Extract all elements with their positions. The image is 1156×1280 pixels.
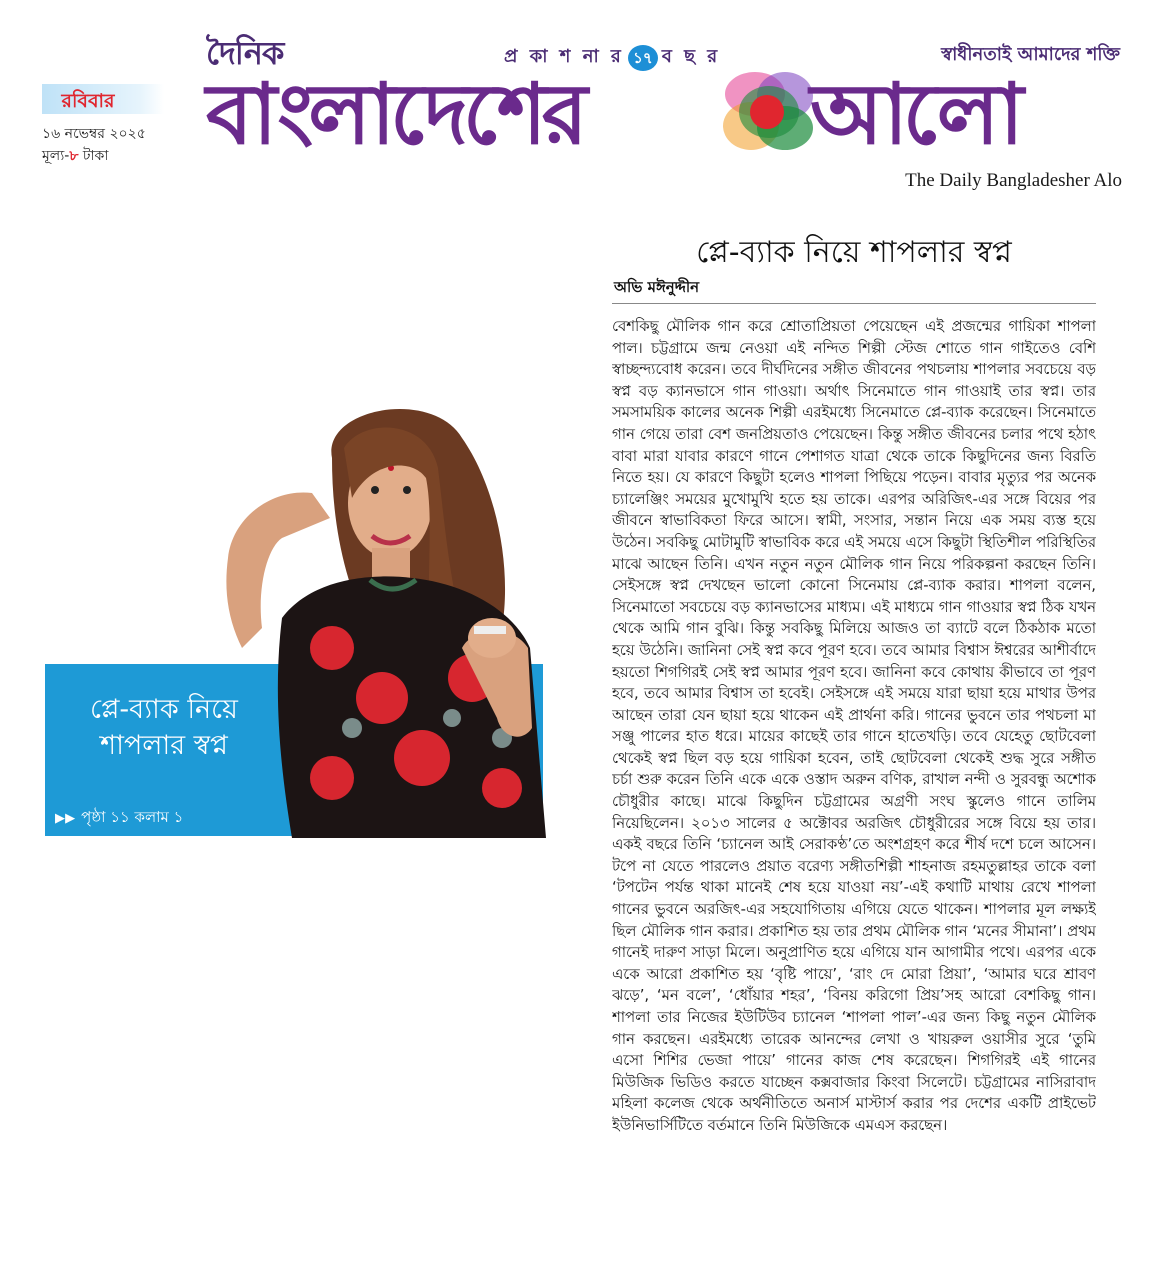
anniversary-left: প্র কা শ না র	[504, 46, 624, 67]
anniversary-right: ব ছ র	[661, 46, 721, 67]
article-body: বেশকিছু মৌলিক গান করে শ্রোতাপ্রিয়তা পেয়েছেন এই প্রজন্মের গায়িকা শাপলা পাল। চট্টগ্রামে জন্ম নেওয়া এই নন্দিত শিল্পী স্টেজ শোতে গান গাইতেও বেশি স্বাচ্ছন্দ্যবোধ করেন। তবে দীর্ঘদিনের সঙ্গীত জীবনের পথচলায় শাপলার সবচেয়ে বড় স্বপ্ন বড় ক্যানভাসে গান গাওয়া। অর্থাৎ সিনেমাতে গান গাওয়াই তার স্বপ্ন। তার সমসাময়িক কালের অনেক শিল্পী এরইমধ্যে সিনেমাতে প্লে-ব্যাক করেছেন। সিনেমাতে গান গেয়ে তারা বেশ জনপ্রিয়তাও পেয়েছেন। কিন্তু সঙ্গীত জীবনের চলার পথে হঠাৎ বাবা মারা যাবার কারণে গানে পেশাগত যাত্রা থেকে তাকে কিছুদিনের জন্য বিরতি নিতে হয়। যে কারণে কিছুটা হলেও শাপলা পিছিয়ে পড়েন। বাবার মৃত্যুর পর অনেক চ্যালেঞ্জিং সময়ের মুখোমুখি হতে হয় তাকে। এরপর অরিজিৎ-এর সঙ্গে বিয়ের পর জীবনে স্বাভাবিকতা ফিরে আসে। স্বামী, সংসার, সন্তান নিয়ে এক সময় ব্যস্ত হয়ে উঠেন। সবকিছু মোটামুটি স্বাভাবিক করে এই সময়ে এসে কিছুটা স্থিতিশীল পরিস্থিতির মাঝে আছেন তিনি। এখন নতুন নতুন মৌলিক গান নিয়ে পরিকল্পনা করছেন তিনি। সেইসঙ্গে স্বপ্ন দেখছেন ভালো কোনো সিনেমায় প্লে-ব্যাক করার। শাপলা বলেন, সিনেমাতো সবচেয়ে বড় ক্যানভাসের মাধ্যম। এই মাধ্যমে গান গাওয়ার স্বপ্ন ঠিক যখন থেকে আমি গান বুঝি। কিন্তু সবকিছু মিলিয়ে আজও তা ব্যাটে বলে ঠিকঠাক মতো হয়ে উঠেনি। জানিনা সেই স্বপ্ন কবে পূরণ হবে। তবে আমার বিশ্বাস ঈশ্বরের আশীর্বাদে হয়তো শিগগিরই সেই স্বপ্ন আমার পূরণ হবে। জানিনা কবে কোথায় কীভাবে তা পূরণ হবে, তবে আমার বিশ্বাস তা হবেই। সেইসঙ্গে এই সময়ে যারা ছায়া হয়ে মাথার উপর আছেন তারা যেন ছায়া হয়ে থাকেন এই প্রার্থনা করি। গানের ভুবনে তার পথচলা মা সঞ্জু পালের হাত ধরে। মায়ের কাছেই তার গানে হাতেখড়ি। তবে যেহেতু ছোটবেলা থেকেই স্বপ্ন ছিল বড় হয়ে গায়িকা হবেন, তাই ছোটবেলা থেকেই শুদ্ধ সুরে সঙ্গীত চর্চা শুরু করেন তিনি একে একে ওস্তাদ অরুন বণিক, রাখাল নন্দী ও সুরবন্ধু অশোক চৌধুরীর কাছে। মাঝে কিছুদিন চট্টগ্রামের অগ্রণী সংঘ স্কুলেও গানে তালিম নিয়েছিলেন। ২০১৩ সালের ৫ অক্টোবর অরজিৎ চৌধুরীরের সঙ্গে বিয়ে হয় তার। একই বছরে তিনি ‘চ্যানেল আই সেরাকণ্ঠ’তে অংশগ্রহণ করে শীর্ষ দশে চলে আসেন। টপে না যেতে পারলেও প্রয়াত বরেণ্য সঙ্গীতশিল্পী শাহনাজ রহমতুল্লাহর তাকে বলা ‘টপটেন পর্যন্ত থাকা মানেই শেষ হয়ে যাওয়া নয়’-এই কথাটি মাথায় রেখে শাপলা গানের ভুবনে অরজিৎ-এর সহযোগিতায় এগিয়ে যেতে থাকেন। শাপলার মূল লক্ষ্যই ছিল মৌলিক গান করার। প্রকাশিত হয় তার প্রথম মৌলিক গান ‘মনের সীমানা’। প্রথম গানেই দারুণ সাড়া মিলে। অনুপ্রাণিত হয়ে এগিয়ে যান আগামীর পথে। এরপর একে একে আরো প্রকাশিত হয় ‘বৃষ্টি পায়ে’, ‘রাং দে মোরা প্রিয়া’, ‘আমার ঘরে শ্রাবণ ঝড়ে’, ‘মন বলে’, ‘ধোঁয়ার শহর’, ‘বিনয় করিগো প্রিয়’সহ আরো বেশকিছু গান। শাপলা তার নিজের ইউটিউব চ্যানেল ‘শাপলা পাল’-এর জন্য কিছু নতুন মৌলিক গান করছেন। এরইমধ্যে তারেক আনন্দের লেখা ও খায়রুল ওয়াসীর সুরে ‘তুমি এসো শিশির ভেজা পায়ে’ গানের কাজ শেষ করেছেন। শিগগিরই এই গানের মিউজিক ভিডিও করতে যাচ্ছেন কক্সবাজার কিংবা সিলেটে। চট্টগ্রামের নাসিরাবাদ মহিলা কলেজ থেকে অর্থনীতিতে অনার্স মাস্টার্স করার পর দেশের একটি প্রাইভেট ইউনিভার্সিটিতে বর্তমানে তিনি মিউজিকে এমএস করছেন।	[612, 318, 1096, 1134]
issue-date: ১৬ নভেম্বর ২০২৫	[42, 126, 146, 142]
article-headline: প্লে-ব্যাক নিয়ে শাপলার স্বপ্ন	[696, 235, 1012, 270]
page-reference[interactable]	[55, 806, 183, 831]
price-unit: টাকা	[78, 148, 109, 164]
singer-photo	[212, 398, 546, 838]
teaser-title-line2: শাপলার স্বপ্ন	[100, 730, 228, 761]
teaser-title-line1: প্লে-ব্যাক নিয়ে	[90, 694, 238, 725]
issue-price	[42, 144, 108, 168]
day-label: রবিবার	[61, 90, 115, 112]
day-badge	[42, 84, 164, 114]
logo-text-right: আলো	[810, 65, 1019, 163]
double-right-arrow-icon: ▶ ▶	[55, 811, 74, 826]
price-value: ৮	[69, 148, 79, 164]
logo-text-left: বাংলাদেশের	[206, 65, 583, 163]
article-byline: অভি মঈনুদ্দীন	[614, 278, 700, 296]
page-reference-label: পৃষ্ঠা ১১ কলাম ১	[81, 808, 184, 826]
price-label: মূল্য-	[42, 148, 70, 164]
byline-divider	[612, 303, 1096, 304]
newspaper-logo	[206, 60, 1131, 168]
flag-splash-icon	[721, 66, 817, 156]
slogan: স্বাধীনতাই আমাদের শক্তি	[941, 44, 1120, 65]
english-masthead: The Daily Bangladesher Alo	[905, 170, 1122, 191]
daily-word: দৈনিক	[206, 34, 284, 72]
anniversary-number: ১৭	[628, 45, 658, 71]
